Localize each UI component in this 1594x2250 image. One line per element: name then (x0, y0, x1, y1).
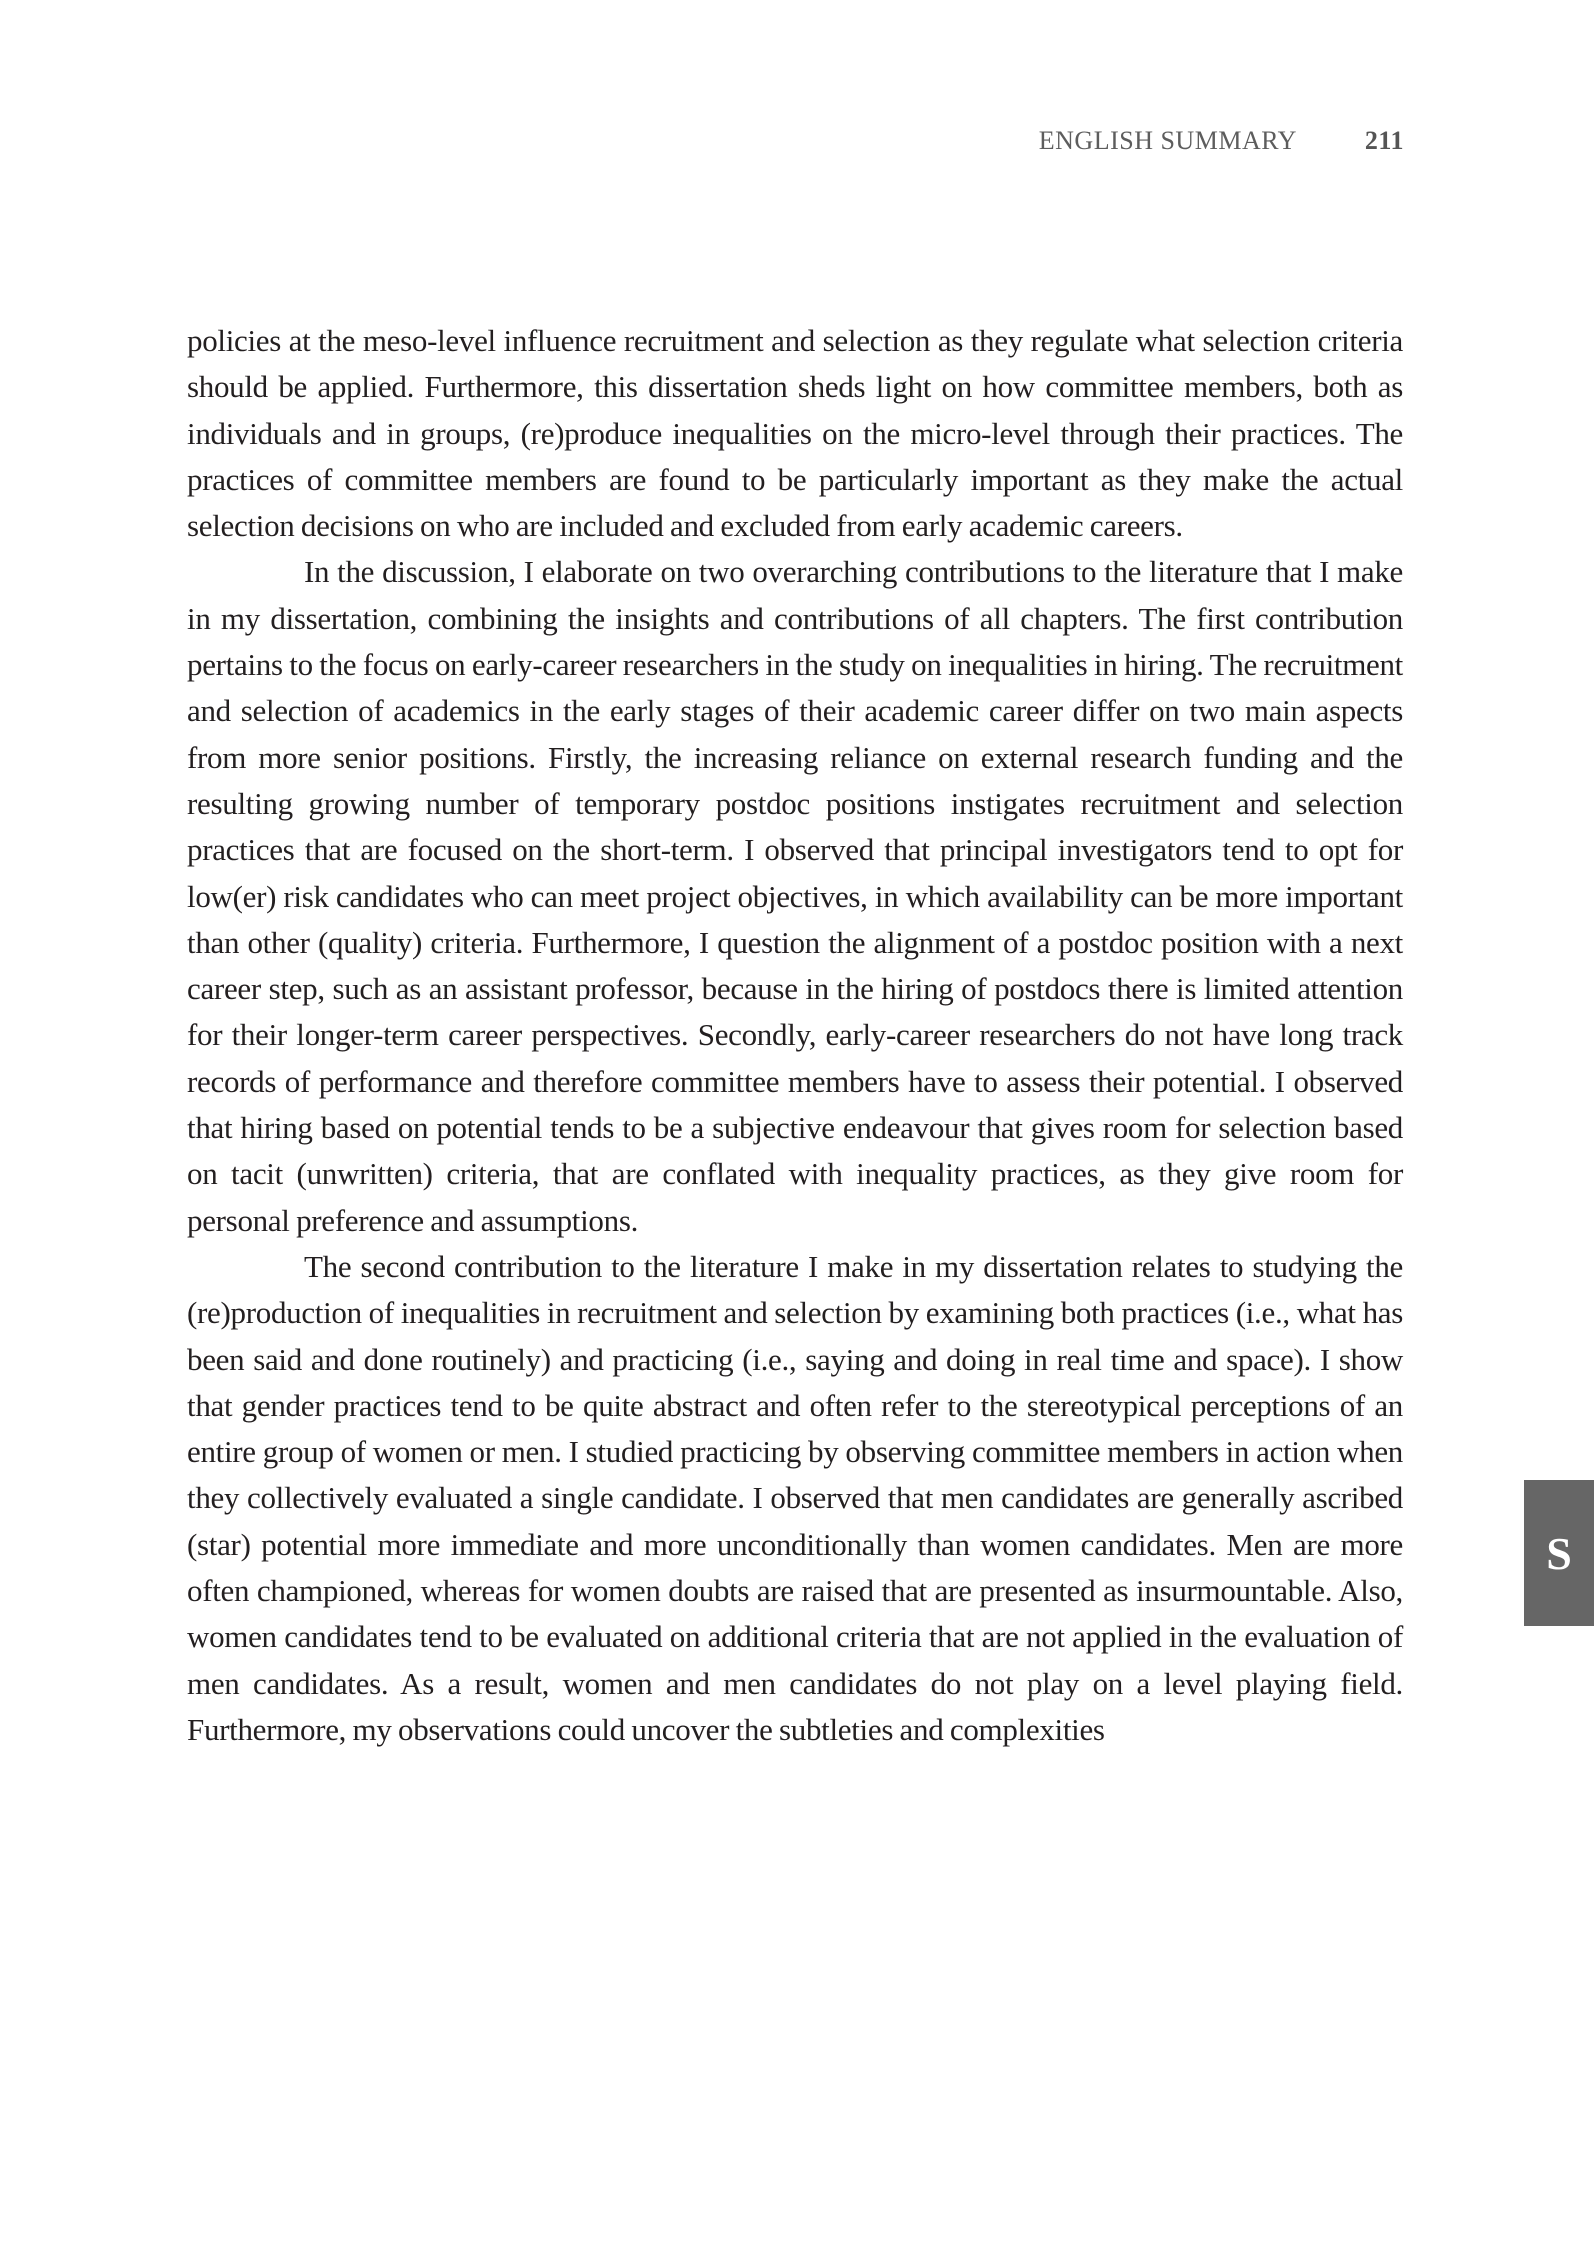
running-head (0, 126, 1404, 166)
paragraph: In the discussion, I elaborate on two overarching contributions to the literature that I make in my dissertation, combining the insights and contributions of all chapters. The first contribution pertains to the focus on early-career researchers in the study on inequalities in hiring. The recruitment and selection of academics in the early stages of their academic career differ on two main aspects from more senior positions. Firstly, the increasing reliance on external research funding and the resulting growing number of temporary postdoc positions instigates recruitment and selection practices that are focused on the short-term. I observed that principal investigators tend to opt for low(er) risk candidates who can meet project objectives, in which availability can be more important than other (quality) criteria. Furthermore, I question the alignment of a postdoc position with a next career step, such as an assistant professor, because in the hiring of postdocs there is limited attention for their longer-term career perspectives. Secondly, early-career researchers do not have long track records of performance and therefore committee members have to assess their potential. I observed that hiring based on potential tends to be a subjective endeavour that gives room for selection based on tacit (unwritten) criteria, that are conflated with inequality practices, as they give room for personal preference and assumptions. (187, 554, 1403, 1238)
thumb-tab-letter: S (1546, 1527, 1572, 1579)
paragraph: The second contribution to the literature I make in my dissertation relates to studying the (re)production of inequalities in recruitment and selection by examining both practices (i.e., what has been said and done routinely) and practicing (i.e., saying and doing in real time and space). I show that gender practices tend to be quite abstract and often refer to the stereotypical perceptions of an entire group of women or men. I studied practicing by observing committee members in action when they collectively evaluated a single candidate. I observed that men candidates are generally ascribed (star) potential more immediate and more unconditionally than women candidates. Men are more often championed, whereas for women doubts are raised that are presented as insurmountable. Also, women candidates tend to be evaluated on additional criteria that are not applied in the evaluation of men candidates. As a result, women and men candidates do not play on a level playing field. Furthermore, my observations could uncover the subtleties and complexities (187, 1248, 1403, 1747)
paragraph: policies at the meso-level influence recruitment and selection as they regulate what selection criteria should be applied. Furthermore, this dissertation sheds light on how committee members, both as individuals and in groups, (re)produce inequalities on the micro-level through their practices. The practices of committee members are found to be particularly important as they make the actual selection decisions on who are included and excluded from early academic careers. (187, 323, 1403, 544)
chapter-thumb-tab (1524, 1480, 1594, 1626)
page-number: 211 (1364, 126, 1404, 155)
body-text (187, 318, 1403, 1753)
section-title: ENGLISH SUMMARY (1038, 126, 1297, 155)
